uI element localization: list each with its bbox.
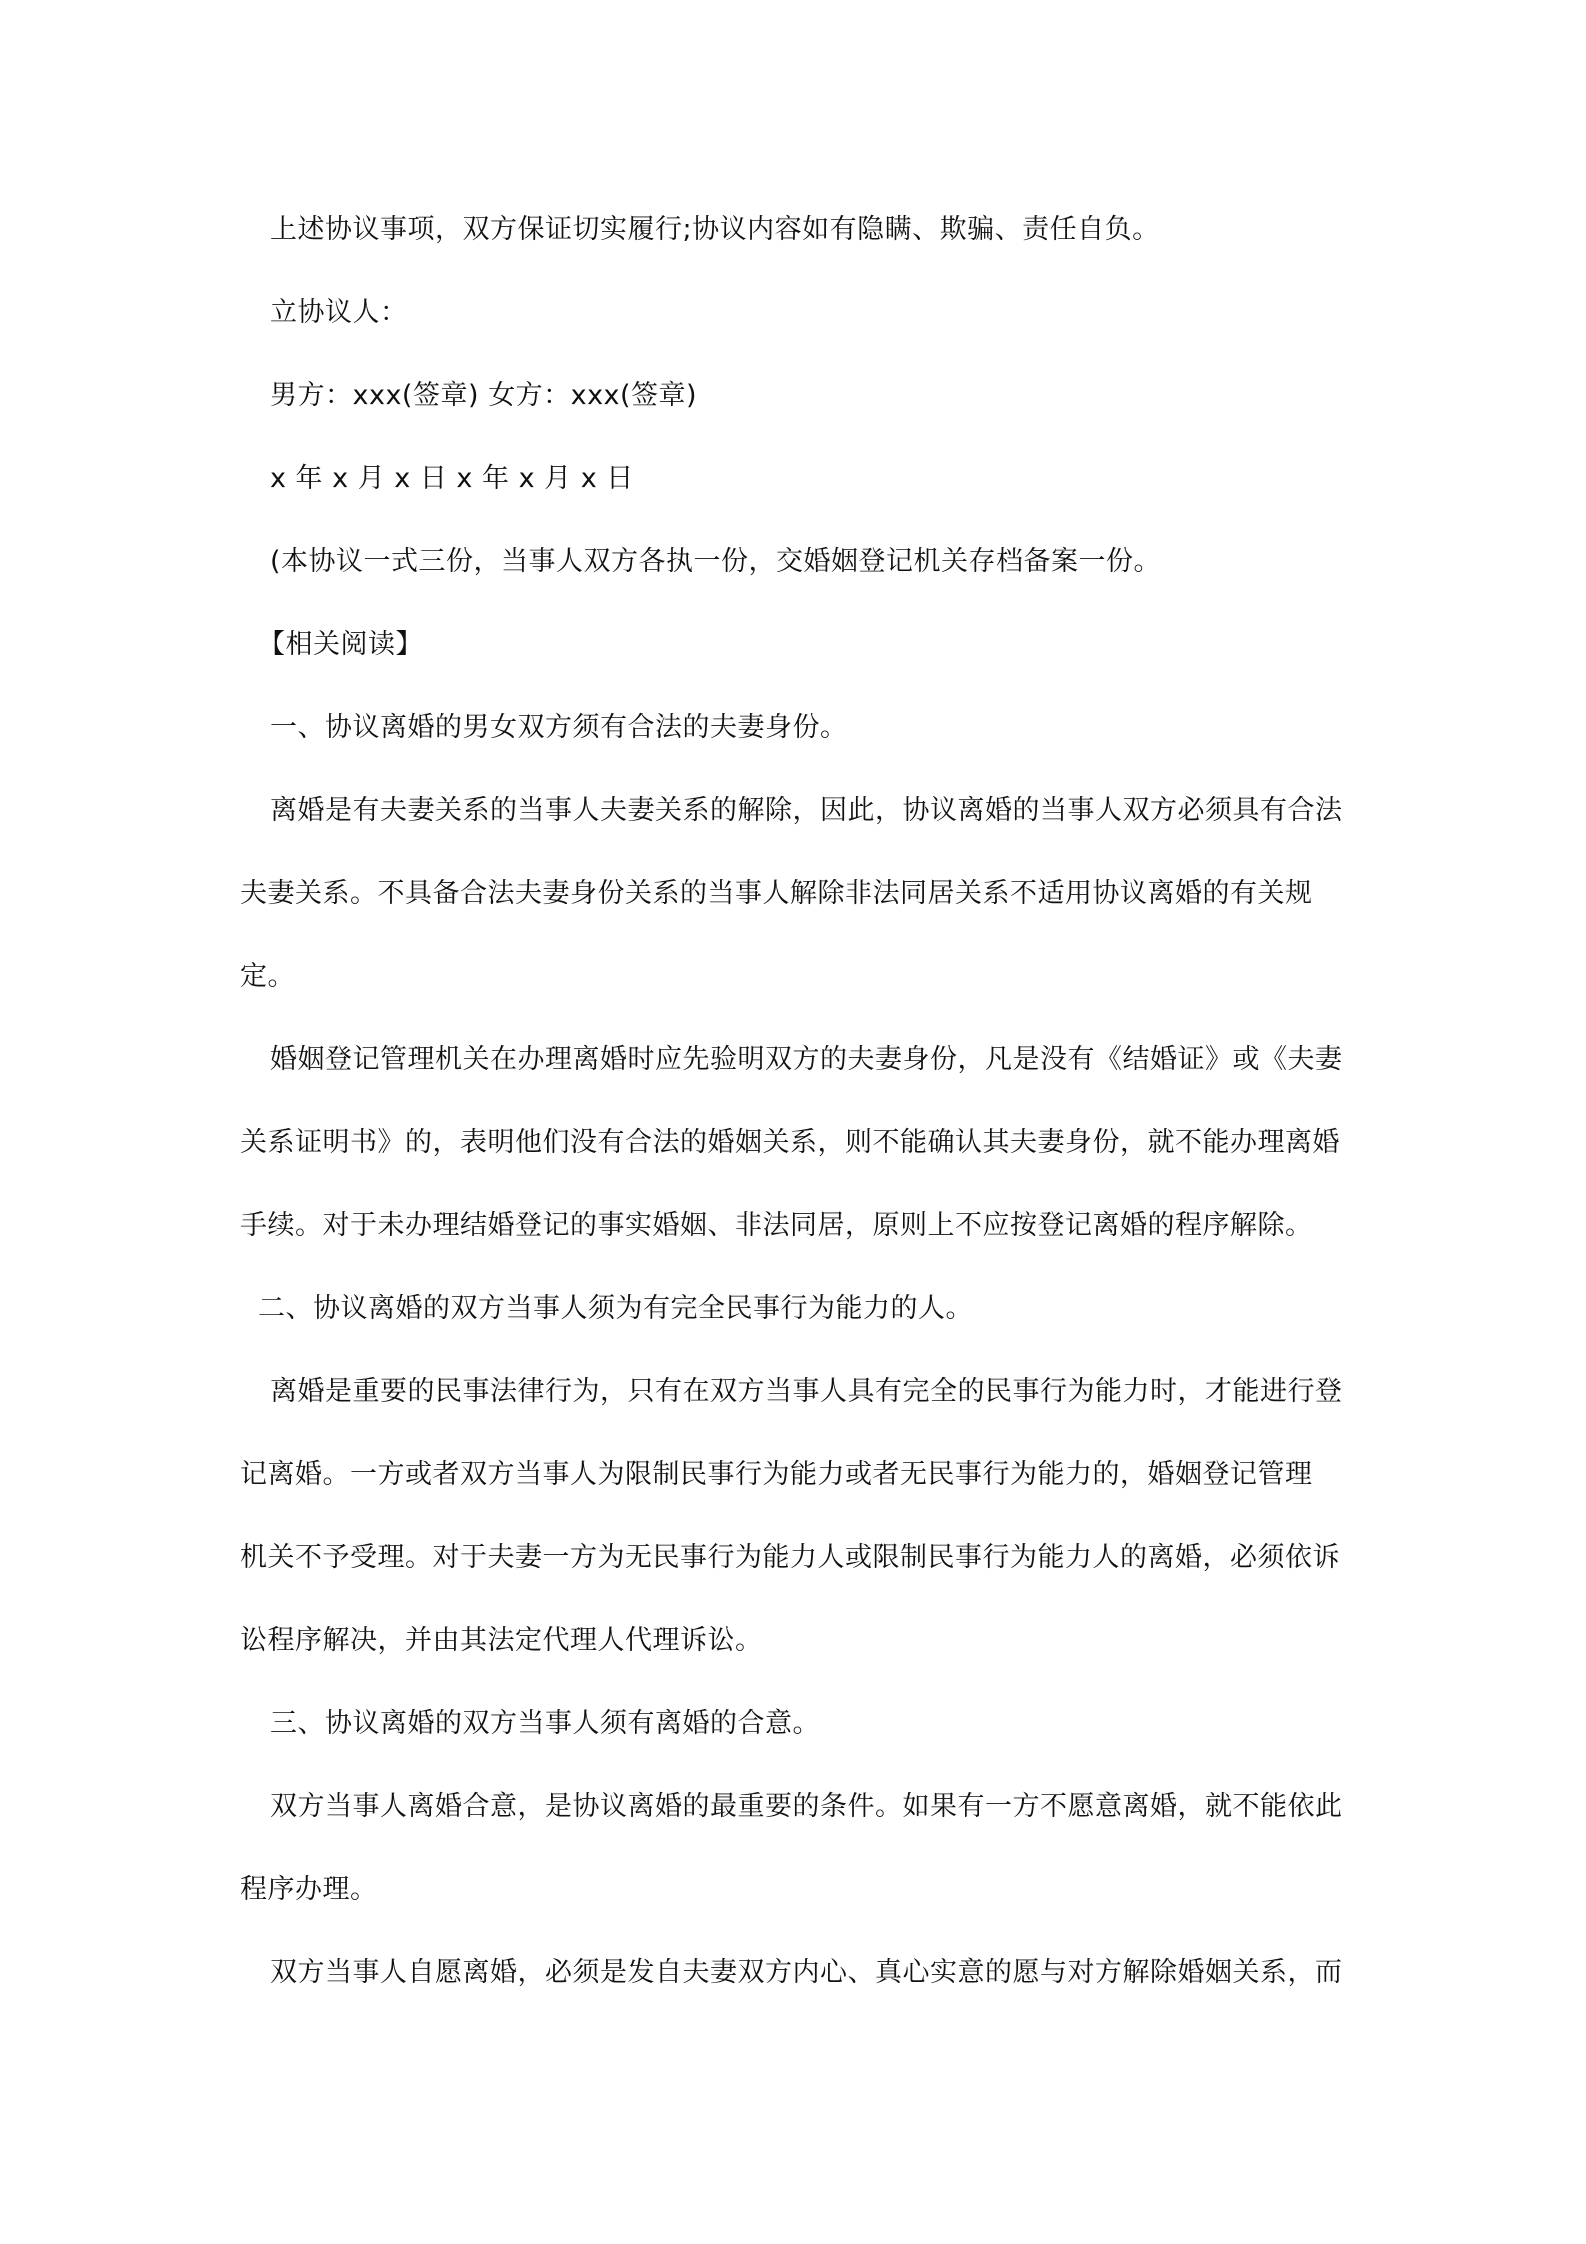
paragraph-line: 记离婚。一方或者双方当事人为限制民事行为能力或者无民事行为能力的，婚姻登记管理: [240, 1459, 1313, 1490]
paragraph-dates: x 年 x 月 x 日 x 年 x 月 x 日: [270, 463, 634, 494]
paragraph-line: 程序办理。: [240, 1874, 378, 1905]
related-reading-heading: 【相关阅读】: [258, 629, 423, 660]
paragraph-line: 离婚是重要的民事法律行为，只有在双方当事人具有完全的民事行为能力时，才能进行登: [270, 1376, 1343, 1407]
paragraph-line: 婚姻登记管理机关在办理离婚时应先验明双方的夫妻身份，凡是没有《结婚证》或《夫妻: [270, 1044, 1343, 1075]
paragraph-line: 双方当事人离婚合意，是协议离婚的最重要的条件。如果有一方不愿意离婚，就不能依此: [270, 1791, 1343, 1822]
paragraph-signatures: 男方：xxx(签章) 女方：xxx(签章): [270, 380, 698, 411]
paragraph-line: 双方当事人自愿离婚，必须是发自夫妻双方内心、真心实意的愿与对方解除婚姻关系，而: [270, 1957, 1343, 1988]
paragraph-agreement-commitment: 上述协议事项，双方保证切实履行;协议内容如有隐瞒、欺骗、责任自负。: [270, 214, 1160, 245]
paragraph-line: 夫妻关系。不具备合法夫妻身份关系的当事人解除非法同居关系不适用协议离婚的有关规: [240, 878, 1313, 909]
paragraph-line: 离婚是有夫妻关系的当事人夫妻关系的解除，因此，协议离婚的当事人双方必须具有合法: [270, 795, 1343, 826]
paragraph-copies-note: (本协议一式三份，当事人双方各执一份，交婚姻登记机关存档备案一份。: [270, 546, 1162, 577]
section-heading-1: 一、协议离婚的男女双方须有合法的夫妻身份。: [270, 712, 848, 743]
paragraph-line: 关系证明书》的，表明他们没有合法的婚姻关系，则不能确认其夫妻身份，就不能办理离婚: [240, 1127, 1340, 1158]
paragraph-signatories-heading: 立协议人：: [270, 297, 408, 328]
section-heading-3: 三、协议离婚的双方当事人须有离婚的合意。: [270, 1708, 820, 1739]
paragraph-line: 讼程序解决，并由其法定代理人代理诉讼。: [240, 1625, 763, 1656]
paragraph-line: 手续。对于未办理结婚登记的事实婚姻、非法同居，原则上不应按登记离婚的程序解除。: [240, 1210, 1313, 1241]
paragraph-line: 机关不予受理。对于夫妻一方为无民事行为能力人或限制民事行为能力人的离婚，必须依诉: [240, 1542, 1340, 1573]
section-heading-2: 二、协议离婚的双方当事人须为有完全民事行为能力的人。: [258, 1293, 973, 1324]
paragraph-line: 定。: [240, 961, 295, 992]
